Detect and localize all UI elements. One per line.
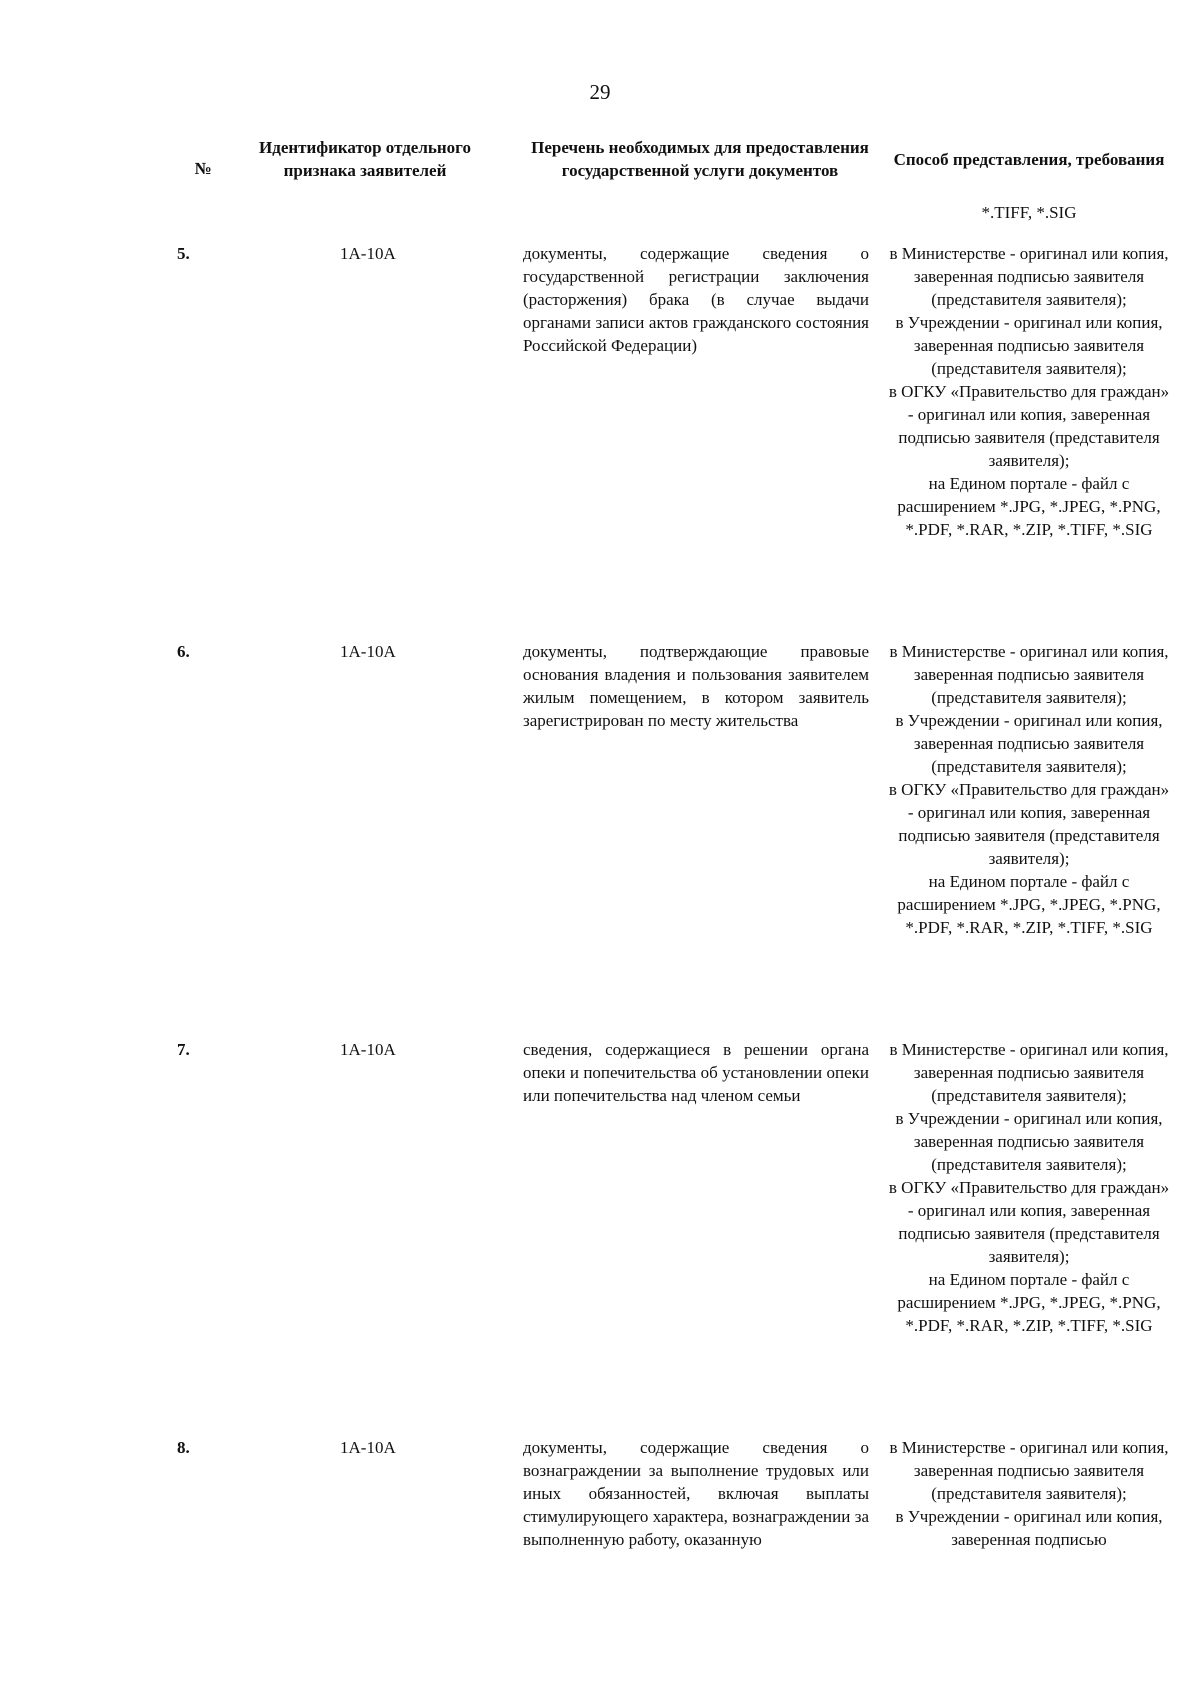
method-ogku: в ОГКУ «Правительство для граждан» - оригинал или копия, заверенная подписью заявителя (представителя заявителя); (888, 1178, 1170, 1266)
row-number: 8. (177, 1438, 190, 1457)
method-institution: в Учреждении - оригинал или копия, заверенная подписью заявителя (представителя заявителя); (895, 313, 1163, 378)
row-documents: документы, содержащие сведения о государственной регистрации заключения (расторжения) брака (в случае выдачи органами записи актов гражданского состояния Российской Федерации) (523, 244, 869, 355)
row-identifier: 1А-10А (340, 1040, 396, 1059)
method-portal: на Едином портале - файл с расширением *.JPG, *.JPEG, *.PNG, *.PDF, *.RAR, *.ZIP, *.TIFF, *.SIG (897, 474, 1161, 539)
method-ministry: в Министерстве - оригинал или копия, заверенная подписью заявителя (представителя заявителя); (889, 642, 1169, 707)
row-number: 6. (177, 642, 190, 661)
method-ministry: в Министерстве - оригинал или копия, заверенная подписью заявителя (представителя заявителя); (889, 1438, 1169, 1503)
row-method (886, 242, 1172, 541)
row-identifier: 1А-10А (340, 1438, 396, 1457)
method-ogku: в ОГКУ «Правительство для граждан» - оригинал или копия, заверенная подписью заявителя (представителя заявителя); (888, 780, 1170, 868)
page-number: 29 (589, 80, 611, 104)
row-identifier: 1А-10А (340, 244, 396, 263)
method-ministry: в Министерстве - оригинал или копия, заверенная подписью заявителя (представителя заявителя); (889, 244, 1169, 309)
method-institution: в Учреждении - оригинал или копия, заверенная подписью (895, 1507, 1163, 1549)
method-portal: на Едином портале - файл с расширением *.JPG, *.JPEG, *.PNG, *.PDF, *.RAR, *.ZIP, *.TIFF, *.SIG (897, 1270, 1161, 1335)
row-method (886, 640, 1172, 939)
row-identifier: 1А-10А (340, 642, 396, 661)
method-portal: на Едином портале - файл с расширением *.JPG, *.JPEG, *.PNG, *.PDF, *.RAR, *.ZIP, *.TIFF, *.SIG (897, 872, 1161, 937)
column-header-documents: Перечень необходимых для предоставления государственной услуги документов (531, 138, 869, 180)
row-method (886, 1038, 1172, 1337)
column-header-number: № (194, 159, 212, 178)
carryover-text: *.TIFF, *.SIG (981, 203, 1077, 222)
column-header-method: Способ представления, требования (893, 150, 1165, 169)
row-documents: документы, подтверждающие правовые основания владения и пользования заявителем жилым помещением, в котором заявитель зарегистрирован по месту жительства (523, 642, 869, 730)
method-institution: в Учреждении - оригинал или копия, заверенная подписью заявителя (представителя заявителя); (895, 711, 1163, 776)
method-ministry: в Министерстве - оригинал или копия, заверенная подписью заявителя (представителя заявителя); (889, 1040, 1169, 1105)
column-header-identifier: Идентификатор отдельного признака заявителей (259, 138, 471, 180)
method-ogku: в ОГКУ «Правительство для граждан» - оригинал или копия, заверенная подписью заявителя (представителя заявителя); (888, 382, 1170, 470)
row-documents: сведения, содержащиеся в решении органа опеки и попечительства об установлении опеки или попечительства над членом семьи (523, 1040, 869, 1105)
row-number: 7. (177, 1040, 190, 1059)
method-institution: в Учреждении - оригинал или копия, заверенная подписью заявителя (представителя заявителя); (895, 1109, 1163, 1174)
row-documents: документы, содержащие сведения о вознаграждении за выполнение трудовых или иных обязанностей, включая выплаты стимулирующего характера, вознаграждении за выполненную работу, оказанную (523, 1438, 869, 1549)
row-number: 5. (177, 244, 190, 263)
row-method (886, 1436, 1172, 1551)
